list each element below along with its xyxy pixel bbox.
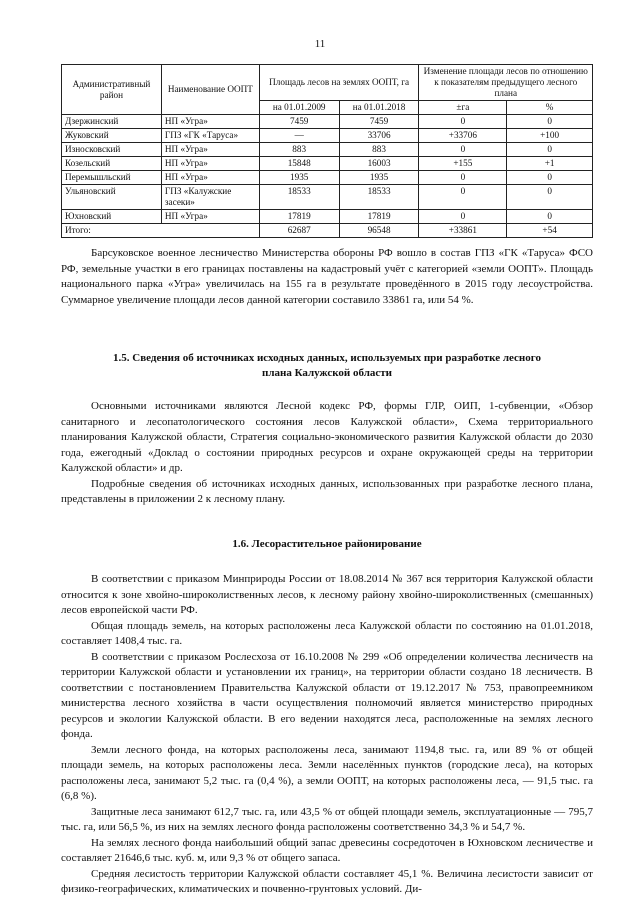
section-1-6-paragraph: В соответствии с приказом Рослесхоза от 16.10.2008 № 299 «Об определении количества лесничеств на территории Калужской области и установлении их границ», на территории области создано 18 лесничеств. В соответствии с постановлением Правительства Калужской области от 19.12.2017 № 753, правопреемником министерства лесного хозяйства в части осуществления полномочий является министерство природных ресурсов и экологии Калужской области. В его ведении находятся леса, расположенные на землях лесного фонда. xyxy=(61,650,593,740)
header-change-ha: ±га xyxy=(419,101,507,115)
table-row xyxy=(62,143,593,157)
header-area-group: Площадь лесов на землях ООПТ, га xyxy=(259,65,419,101)
table-row xyxy=(62,185,593,210)
cell-change-ha: 0 xyxy=(419,143,507,157)
cell-change-pct: +100 xyxy=(507,129,593,143)
cell-area-2009: 883 xyxy=(259,143,339,157)
cell-district: Юхновский xyxy=(62,210,162,224)
cell-oopt-name: ГПЗ «ГК «Таруса» xyxy=(161,129,259,143)
section-1-6-paragraph: Земли лесного фонда, на которых расположены леса, занимают 1194,8 тыс. га, или 89 % от общей площади земель, на которых расположены леса. Земли населённых пунктов (городские леса), на которых расположены леса, занимают 5,2 тыс. га (0,4 %), а земли ООПТ, на которых расположены леса, — 91,5 тыс. га (6,8 %). xyxy=(61,743,593,802)
section-1-5-title-line1: 1.5. Сведения об источниках исходных данных, используемых при разработке лесного xyxy=(113,352,541,364)
cell-area-2018: 883 xyxy=(339,143,419,157)
cell-area-2018: 7459 xyxy=(339,115,419,129)
cell-area-2009: 7459 xyxy=(259,115,339,129)
table-row xyxy=(62,171,593,185)
section-1-5 xyxy=(61,351,593,508)
header-district: Административный район xyxy=(62,65,162,115)
cell-area-2009: 18533 xyxy=(259,185,339,210)
cell-area-2018: 17819 xyxy=(339,210,419,224)
cell-district: Перемышльский xyxy=(62,171,162,185)
cell-oopt-name: НП «Угра» xyxy=(161,157,259,171)
cell-area-2009: 15848 xyxy=(259,157,339,171)
cell-district: Козельский xyxy=(62,157,162,171)
cell-change-pct: +1 xyxy=(507,157,593,171)
cell-district: Жуковский xyxy=(62,129,162,143)
total-label: Итого: xyxy=(62,224,260,238)
cell-area-2018: 18533 xyxy=(339,185,419,210)
table-row xyxy=(62,210,593,224)
section-1-5-title-line2: плана Калужской области xyxy=(261,367,392,379)
cell-change-ha: +33706 xyxy=(419,129,507,143)
cell-area-2018: 16003 xyxy=(339,157,419,171)
header-oopt-name: Наименование ООПТ xyxy=(161,65,259,115)
table-total-row xyxy=(62,224,593,238)
cell-change-ha: 0 xyxy=(419,185,507,210)
page-number: 11 xyxy=(314,38,326,50)
cell-district: Износковский xyxy=(62,143,162,157)
cell-change-pct: 0 xyxy=(507,171,593,185)
header-area-2009: на 01.01.2009 xyxy=(259,101,339,115)
cell-change-ha: 0 xyxy=(419,171,507,185)
cell-oopt-name: ГПЗ «Калужские засеки» xyxy=(161,185,259,210)
header-area-2018: на 01.01.2018 xyxy=(339,101,419,115)
table-row xyxy=(62,157,593,171)
cell-oopt-name: НП «Угра» xyxy=(161,171,259,185)
table-row xyxy=(62,129,593,143)
cell-area-2009: — xyxy=(259,129,339,143)
paragraph-after-table-block xyxy=(61,246,593,308)
cell-district: Дзержинский xyxy=(62,115,162,129)
cell-change-pct: 0 xyxy=(507,185,593,210)
total-change-ha: +33861 xyxy=(419,224,507,238)
section-1-6-paragraph: Защитные леса занимают 612,7 тыс. га, или 43,5 % от общей площади земель, эксплуатационные — 795,7 тыс. га, или 56,5 %, из них на землях лесного фонда расположены соответственно 34,3 % и 54,7 %. xyxy=(61,805,593,833)
cell-change-pct: 0 xyxy=(507,143,593,157)
section-1-6-paragraph: Средняя лесистость территории Калужской области составляет 45,1 %. Величина лесистости зависит от физико-географических, климатических и почвенно-грунтовых условий. Ди- xyxy=(61,867,593,895)
table-row xyxy=(62,115,593,129)
cell-area-2009: 17819 xyxy=(259,210,339,224)
oopt-forest-area-table xyxy=(61,64,593,238)
cell-change-ha: 0 xyxy=(419,115,507,129)
section-1-6-title: 1.6. Лесорастительное районирование xyxy=(232,538,422,550)
cell-oopt-name: НП «Угра» xyxy=(161,143,259,157)
cell-area-2018: 1935 xyxy=(339,171,419,185)
cell-district: Ульяновский xyxy=(62,185,162,210)
cell-change-ha: +155 xyxy=(419,157,507,171)
total-change-pct: +54 xyxy=(507,224,593,238)
cell-oopt-name: НП «Угра» xyxy=(161,115,259,129)
header-change-group: Изменение площади лесов по отношению к показателям предыдущего лесного плана xyxy=(419,65,593,101)
section-1-6 xyxy=(61,537,593,898)
section-1-6-paragraph: Общая площадь земель, на которых расположены леса Калужской области по состоянию на 01.01.2018, составляет 1408,4 тыс. га. xyxy=(61,619,593,647)
total-area-2018: 96548 xyxy=(339,224,419,238)
section-1-6-paragraph: На землях лесного фонда наибольший общий запас древесины сосредоточен в Юхновском лесничестве и составляет 21646,6 тыс. куб. м, или 9,3 % от общего запаса. xyxy=(61,836,593,864)
section-1-5-title xyxy=(61,351,593,381)
header-change-pct: % xyxy=(507,101,593,115)
cell-area-2018: 33706 xyxy=(339,129,419,143)
cell-change-ha: 0 xyxy=(419,210,507,224)
section-1-5-paragraph: Основными источниками являются Лесной кодекс РФ, формы ГЛР, ОИП, 1-субвенции, «Обзор санитарного и лесопатологического состояния лесов Калужской области», Схема территориального планирования Калужской области, Стратегия социально-экономического развития Калужской области до 2030 года, ежегодный «Доклад о состоянии природных ресурсов и охране окружающей среды на территории Калужской области» и др. xyxy=(61,400,593,474)
cell-change-pct: 0 xyxy=(507,115,593,129)
total-area-2009: 62687 xyxy=(259,224,339,238)
section-1-6-paragraph: В соответствии с приказом Минприроды России от 18.08.2014 № 367 вся территория Калужской области относится к зоне хвойно-широколиственных лесов, к лесному району хвойно-широколиственных (смешанных) лесов европейской части РФ. xyxy=(61,573,593,616)
paragraph-barsukovskoe: Барсуковское военное лесничество Министерства обороны РФ вошло в состав ГПЗ «ГК «Таруса» ФСО РФ, земельные участки в его границах поставлены на кадастровый учёт с категорией «земли ООПТ». Площадь национального парка «Угра» увеличилась на 155 га в результате проведённого в 2015 году лесоустройства. Суммарное увеличение площади лесов данной категории составило 33861 га, или 54 %. xyxy=(61,247,593,306)
cell-area-2009: 1935 xyxy=(259,171,339,185)
cell-oopt-name: НП «Угра» xyxy=(161,210,259,224)
cell-change-pct: 0 xyxy=(507,210,593,224)
section-1-5-paragraph: Подробные сведения об источниках исходных данных, использованных при разработке лесного плана, представлены в приложении 2 к лесному плану. xyxy=(61,477,593,505)
